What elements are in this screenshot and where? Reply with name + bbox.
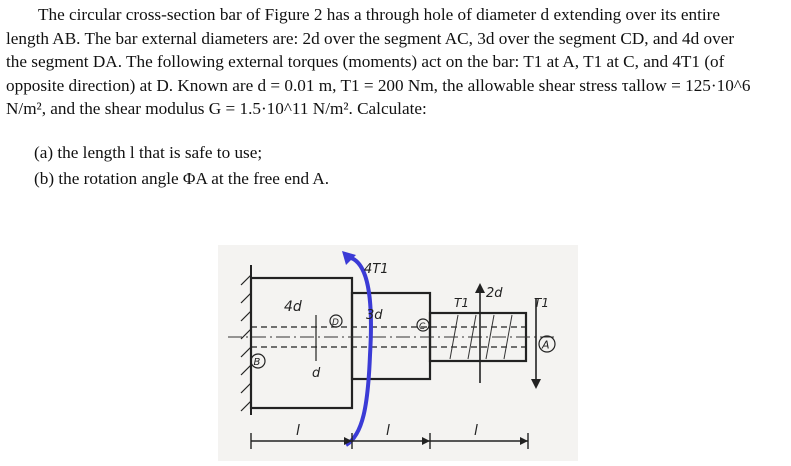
length-label-2: l bbox=[386, 423, 390, 439]
problem-line-3: the segment DA. The following external torques (moments) act on the bar: T1 at A, T1 at C, and 4T1 (of bbox=[6, 52, 725, 72]
hole-dia-label: d bbox=[312, 366, 321, 381]
problem-line-1: The circular cross-section bar of Figure 2 has a through hole of diameter d extending over its entire bbox=[38, 5, 721, 24]
torque-c-arrowhead bbox=[475, 283, 485, 293]
dia-3d-label: 3d bbox=[366, 308, 383, 323]
torque-4t1-label: 4T1 bbox=[364, 262, 389, 277]
torque-a-arrowhead bbox=[531, 379, 541, 389]
dim-arrowhead-2 bbox=[422, 437, 430, 445]
bar-sketch-svg bbox=[218, 245, 578, 461]
dia-2d-label: 2d bbox=[486, 286, 503, 301]
torque-c-label: T1 bbox=[454, 296, 469, 310]
problem-statement bbox=[6, 3, 787, 121]
figure-2-sketch bbox=[218, 245, 578, 461]
point-d-marker bbox=[330, 315, 342, 328]
svg-text:A: A bbox=[542, 338, 550, 352]
through-hole bbox=[251, 327, 526, 347]
point-b-marker bbox=[251, 354, 265, 368]
dim-arrowhead-3 bbox=[520, 437, 528, 445]
segment-3d bbox=[352, 293, 430, 379]
point-a-marker bbox=[539, 336, 555, 352]
dia-4d-label: 4d bbox=[284, 299, 302, 315]
torque-4t1-arrow bbox=[346, 257, 371, 445]
problem-line-4: opposite direction) at D. Known are d = 0.01 m, T1 = 200 Nm, the allowable shear stress τallow = 125·10^6 bbox=[6, 75, 751, 95]
problem-line-2: length AB. The bar external diameters are: 2d over the segment AC, 3d over the segment CD, and 4d over bbox=[6, 28, 735, 48]
svg-text:D: D bbox=[332, 318, 339, 328]
problem-line-5: N/m², and the shear modulus G = 1.5·10^11 N/m². Calculate: bbox=[6, 99, 427, 119]
task-a: (a) the length l that is safe to use; bbox=[34, 143, 263, 162]
length-label-1: l bbox=[296, 423, 300, 439]
task-list bbox=[34, 140, 329, 192]
svg-text:B: B bbox=[253, 357, 261, 368]
segment-4d bbox=[251, 278, 352, 408]
task-b: (b) the rotation angle ΦA at the free end A. bbox=[34, 169, 330, 188]
point-c-marker bbox=[417, 319, 429, 332]
length-label-3: l bbox=[474, 423, 478, 439]
torque-a-label: T1 bbox=[534, 296, 549, 310]
svg-text:C: C bbox=[419, 322, 426, 332]
fixed-wall bbox=[241, 265, 251, 415]
